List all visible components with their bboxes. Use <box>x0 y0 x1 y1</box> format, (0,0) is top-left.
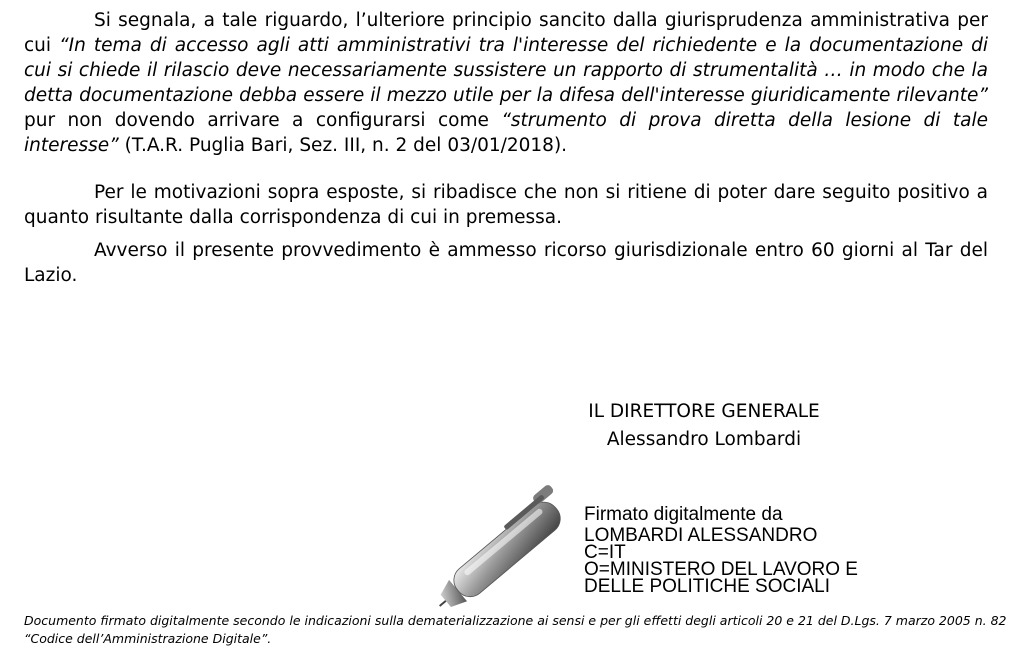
paragraph-text: Per le motivazioni sopra esposte, si ribadisce che non si ritiene di poter dare seguito positivo a quanto risultante dalla corrispondenza di cui in premessa. <box>24 182 988 228</box>
signatory-name: Alessandro Lombardi <box>606 429 802 450</box>
quote-italic: “strumento di prova diretta della lesione di tale interesse” <box>24 110 988 156</box>
paragraph-text: Si segnala, a tale riguardo, l’ulteriore principio sancito dalla giurisprudenza amministrativa per cui <box>24 10 988 56</box>
quote-italic: “In tema di accesso agli atti amministrativi tra l'interesse del richiedente e la documentazione di cui si chiede il rilascio deve necessariamente sussistere un rapporto di strumentalità … in modo che la detta documentazione debba essere il mezzo utile per la difesa dell'interesse giuridicamente rilevante” <box>24 35 988 106</box>
citation-text: (T.A.R. Puglia Bari, Sez. III, n. 2 del 03/01/2018). <box>118 135 568 156</box>
digital-signature-country: C=IT <box>584 542 626 563</box>
paragraph-jurisprudence <box>24 8 988 158</box>
paragraph-appeal <box>24 238 988 288</box>
digital-signature-signer: LOMBARDI ALESSANDRO <box>584 525 818 546</box>
digital-signature-heading: Firmato digitalmente da <box>584 504 783 525</box>
paragraph-text: Avverso il presente provvedimento è ammesso ricorso giurisdizionale entro 60 giorni al Tar del Lazio. <box>24 240 988 286</box>
paragraph-motivations <box>24 180 988 230</box>
paragraph-text: pur non dovendo arrivare a configurarsi come <box>24 110 502 131</box>
digital-signature-block <box>584 506 858 595</box>
pen-icon <box>420 478 588 626</box>
signatory-role: IL DIRETTORE GENERALE <box>588 401 820 422</box>
footer-line: Documento firmato digitalmente secondo le indicazioni sulla dematerializzazione ai sensi e per gli effetti degli articoli 20 e 21 del D.Lgs. 7 marzo 2005 n. 82 <box>24 613 1007 628</box>
footer-note <box>24 612 1014 648</box>
footer-line: “Codice dell’Amministrazione Digitale”. <box>24 631 272 646</box>
digital-signature-organization-cont: DELLE POLITICHE SOCIALI <box>584 576 831 597</box>
digital-signature-organization: O=MINISTERO DEL LAVORO E <box>584 559 858 580</box>
